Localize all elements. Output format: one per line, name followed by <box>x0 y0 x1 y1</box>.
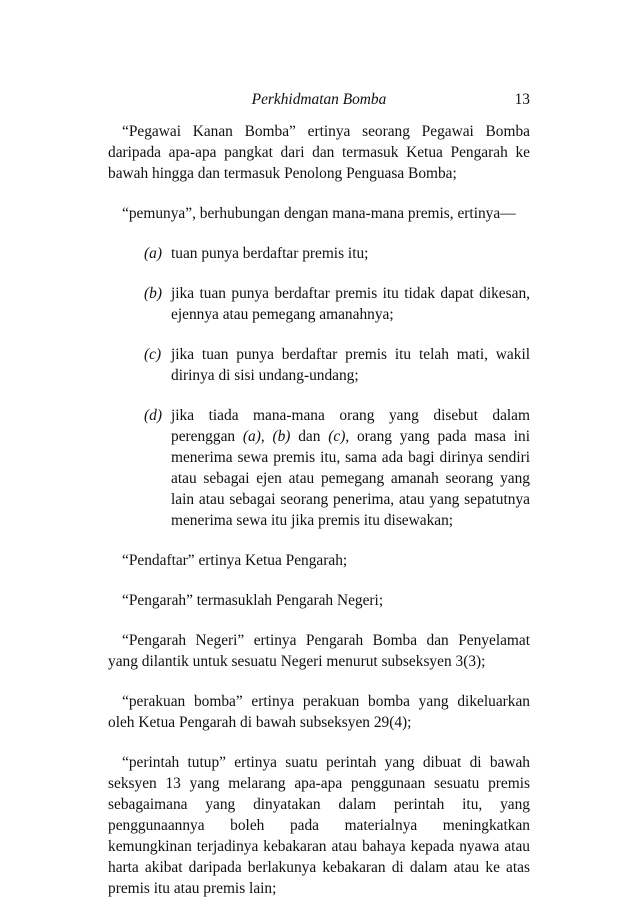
running-header <box>108 91 530 113</box>
definition-pemunya: “pemunya”, berhubungan dengan mana-mana premis, ertinya— <box>122 205 516 222</box>
definition-pengarah-negeri: “Pengarah Negeri” ertinya Pengarah Bomba dan Penyelamat yang dilantik untuk sesuatu Negeri menurut subseksyen 3(3); <box>108 632 530 670</box>
running-header-title: Perkhidmatan Bomba <box>251 91 387 108</box>
definition-pegawai-kanan-bomba: “Pegawai Kanan Bomba” ertinya seorang Pegawai Bomba daripada apa-apa pangkat dari dan termasuk Ketua Pengarah ke bawah hingga dan termasuk Penolong Penguasa Bomba; <box>108 123 530 182</box>
definition-perintah-tutup: “perintah tutup” ertinya suatu perintah yang dibuat di bawah seksyen 13 yang melarang apa-apa penggunaan sesuatu premis sebagaimana yang dinyatakan dalam perintah itu, yang penggunaannya boleh pada materialnya meningkatkan kemungkinan terjadinya kebakaran atau bahaya kepada nyawa atau harta akibat daripada berlakunya kebakaran di dalam atau ke atas premis itu atau premis lain; <box>108 754 530 897</box>
item-d-text-part1: jika tiada mana-mana orang yang disebut dalam perenggan <box>171 407 530 445</box>
list-item-a <box>108 243 530 264</box>
definition-pendaftar: “Pendaftar” ertinya Ketua Pengarah; <box>122 552 348 569</box>
reference-b: (b) <box>272 428 291 445</box>
item-d-separator-2: dan <box>290 428 329 445</box>
list-item-c <box>108 344 530 386</box>
list-item-text: jika tuan punya berdaftar premis itu tidak dapat dikesan, ejennya atau pemegang amanahnya; <box>171 285 530 323</box>
list-item-b <box>108 283 530 325</box>
list-marker: (a) <box>144 245 162 262</box>
list-marker: (d) <box>144 407 162 424</box>
list-item-d <box>108 405 530 531</box>
list-marker: (b) <box>144 285 162 302</box>
definition-perakuan-bomba: “perakuan bomba” ertinya perakuan bomba yang dikeluarkan oleh Ketua Pengarah di bawah subseksyen 29(4); <box>108 693 530 731</box>
document-body <box>108 121 530 918</box>
list-item-text: tuan punya berdaftar premis itu; <box>171 245 369 262</box>
list-item-text: jika tuan punya berdaftar premis itu telah mati, wakil dirinya di sisi undang-undang; <box>171 346 530 384</box>
definition-pengarah: “Pengarah” termasuklah Pengarah Negeri; <box>122 592 384 609</box>
item-d-separator-1: , <box>260 428 273 445</box>
list-item-text <box>171 407 530 529</box>
reference-c: (c) <box>328 428 346 445</box>
item-d-text-part2: , orang yang pada masa ini menerima sewa premis itu, sama ada bagi dirinya sendiri atau sebagai ejen atau pemegang amanah seorang yang lain atau sebagai seorang penerima, atau yang sepatutnya menerima sewa itu jika premis itu disewakan; <box>171 428 530 529</box>
list-marker: (c) <box>144 346 162 363</box>
reference-a: (a) <box>242 428 261 445</box>
page-number: 13 <box>514 91 530 108</box>
